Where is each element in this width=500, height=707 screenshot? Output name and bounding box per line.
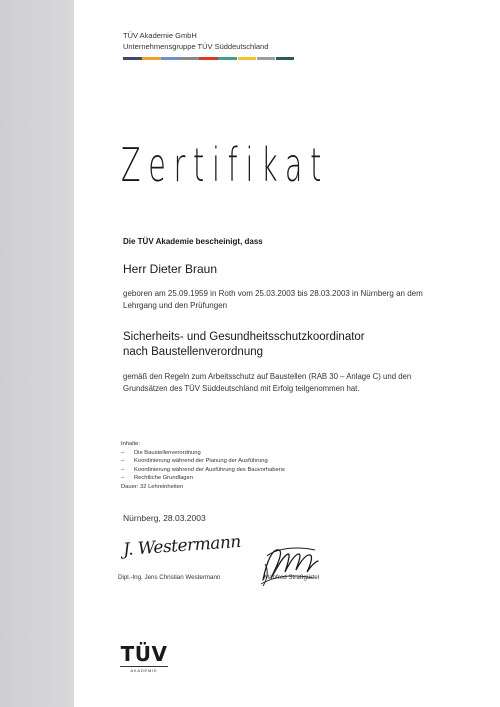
organization-group: Unternehmensgruppe TÜV Süddeutschland xyxy=(123,42,269,51)
brand-color-segment xyxy=(238,57,257,60)
logo-sub-text: AKADEMIE xyxy=(120,666,168,673)
brand-color-segment xyxy=(257,57,276,60)
brand-color-segment xyxy=(142,57,161,60)
logo-main-text: TÜV xyxy=(120,642,168,666)
brand-color-bar xyxy=(123,57,295,60)
signature-strassguertel xyxy=(257,540,321,593)
contents-item: – Die Baustellenverordnung xyxy=(121,449,285,458)
recipient-name: Herr Dieter Braun xyxy=(123,262,218,276)
course-title xyxy=(123,330,365,360)
course-title-line2: nach Baustellenverordnung xyxy=(123,346,264,358)
contents-item: – Koordinierung während der Ausführung des Bauvorhabens xyxy=(121,466,285,475)
tuev-akademie-logo xyxy=(120,644,168,673)
brand-color-segment xyxy=(276,57,295,60)
brand-color-segment xyxy=(180,57,199,60)
rules-text: gemäß den Regeln zum Arbeitsschutz auf Baustellen (RAB 30 – Anlage C) und den Grundsätzen des TÜV Süddeutschland mit Erfolg teilgenommen hat. xyxy=(123,372,412,393)
contents-duration: Dauer: 32 Lehreinheiten xyxy=(121,483,184,490)
contents-item: – Rechtliche Grundlagen xyxy=(121,474,285,483)
intro-text: Die TÜV Akademie bescheinigt, dass xyxy=(123,237,263,246)
contents-item: – Koordinierung während der Planung der Ausführung xyxy=(121,457,285,466)
contents-list xyxy=(121,449,285,483)
contents-heading: Inhalte: xyxy=(121,441,141,447)
organization-header xyxy=(123,30,268,52)
birth-course-text: geboren am 25.09.1959 in Roth vom 25.03.2003 bis 28.03.2003 in Nürnberg an dem Lehrgang und den Prüfungen xyxy=(123,289,423,310)
gray-sidebar-band xyxy=(0,0,74,707)
place-date: Nürnberg, 28.03.2003 xyxy=(123,513,206,523)
course-title-line1: Sicherheits- und Gesundheitsschutzkoordinator xyxy=(123,331,365,343)
contents-section xyxy=(121,440,285,491)
signatory-name-left: Dipl.-Ing. Jens Christian Westermann xyxy=(118,574,221,581)
brand-color-segment xyxy=(218,57,237,60)
brand-color-segment xyxy=(123,57,142,60)
signatory-name-right: Manfred Straßgürtel xyxy=(264,574,320,581)
organization-name: TÜV Akademie GmbH xyxy=(123,31,197,40)
certificate-title: Zertifikat xyxy=(121,138,330,192)
brand-color-segment xyxy=(161,57,180,60)
brand-color-segment xyxy=(199,57,218,60)
signature-westermann: J. Westermann xyxy=(122,531,242,561)
